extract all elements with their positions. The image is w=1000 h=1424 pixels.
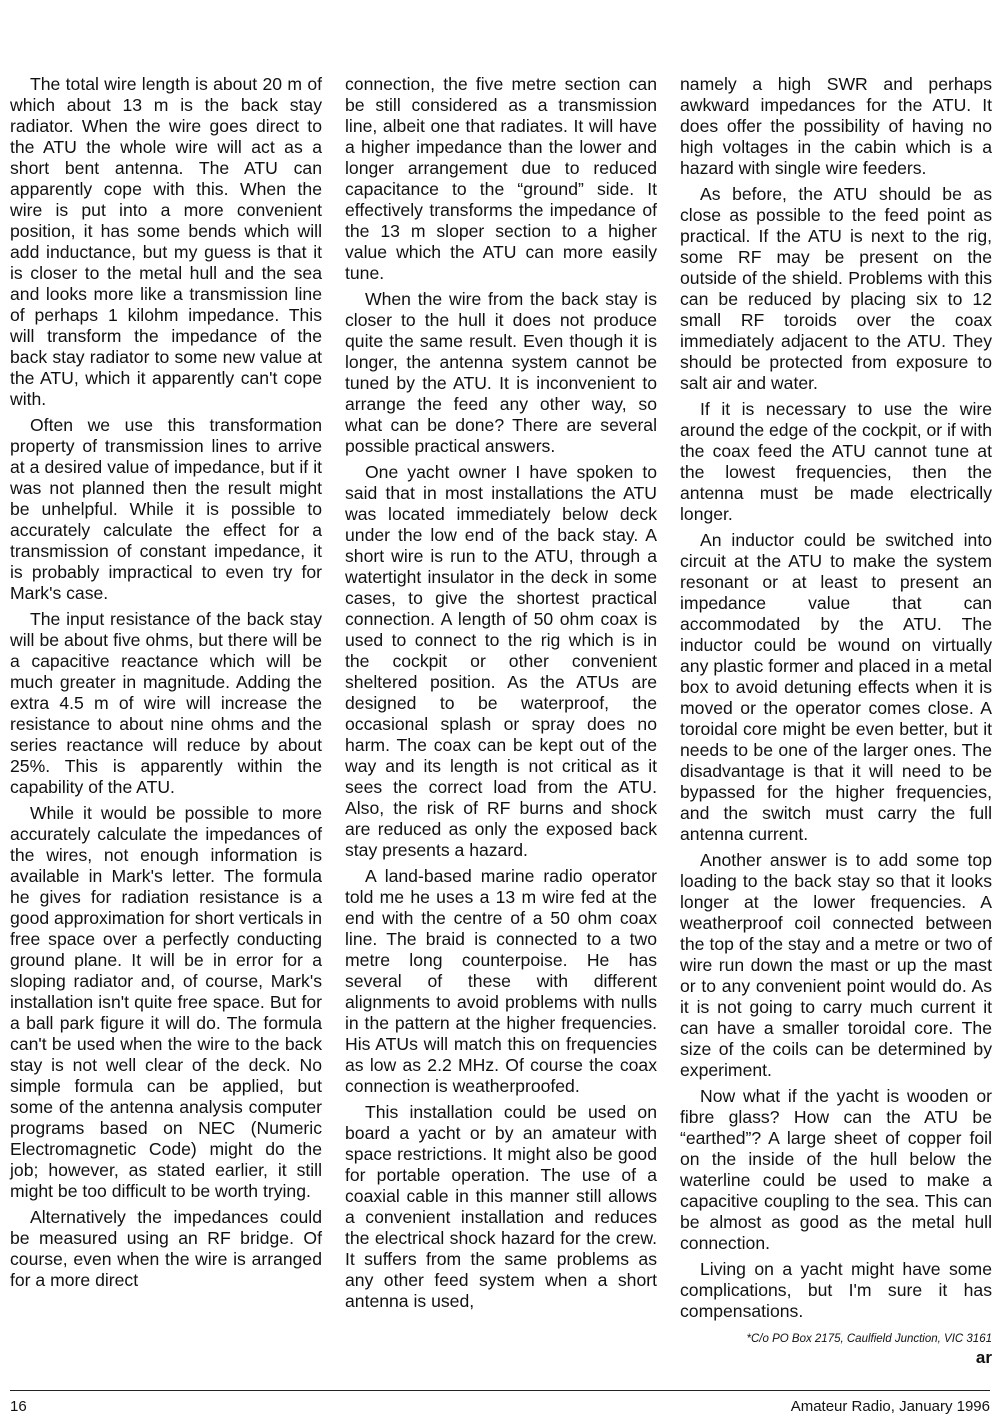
article-paragraph: If it is necessary to use the wire around the edge of the cockpit, or if with the coax feed the ATU cannot tune at the lowest frequencies, then the antenna must be made electrically longer. <box>680 399 992 524</box>
article-paragraph: The input resistance of the back stay will be about five ohms, but there will be a capacitive reactance which will be much greater in magnitude. Adding the extra 4.5 m of wire will increase the resistance to about nine ohms and the series reactance will reduce by about 25%. This is apparently within the capability of the ATU. <box>10 609 322 797</box>
article-column-1 <box>10 74 322 1296</box>
article-paragraph: A land-based marine radio operator told me he uses a 13 m wire fed at the end with the centre of a 50 ohm coax line. The braid is connected to a two metre long counterpoise. He has several of these with different alignments to avoid problems with nulls in the pattern at the higher frequencies. His ATUs will match this on frequencies as low as 2.2 MHz. Of course the coax connection is weatherproofed. <box>345 866 657 1096</box>
article-paragraph: Now what if the yacht is wooden or fibre glass? How can the ATU be “earthed”? A large sheet of copper foil on the inside of the hull below the waterline could be used to make a capacitive coupling to the sea. This can be almost as good as the metal hull connection. <box>680 1086 992 1253</box>
article-paragraph: As before, the ATU should be as close as possible to the feed point as practical. If the ATU is next to the rig, some RF may be present on the outside of the shield. Problems with this can be reduced by placing six to 12 small RF toroids over the coax immediately adjacent to the ATU. They should be protected from exposure to salt air and water. <box>680 184 992 393</box>
article-column-2 <box>345 74 657 1317</box>
article-paragraph: Often we use this transformation property of transmission lines to arrive at a desired value of impedance, but if it was not planned then the result might be unhelpful. While it is possible to accurately calculate the effect for a transmission of constant impedance, it is probably impractical to even try for Mark's case. <box>10 415 322 603</box>
author-address-footnote: *C/o PO Box 2175, Caulfield Junction, VIC 3161 <box>746 1333 992 1345</box>
footer-rule <box>10 1390 990 1391</box>
article-paragraph: namely a high SWR and perhaps awkward impedances for the ATU. It does offer the possibility of having no high voltages in the cabin which is a hazard with single wire feeders. <box>680 74 992 178</box>
article-paragraph: Alternatively the impedances could be measured using an RF bridge. Of course, even when the wire is arranged for a more direct <box>10 1207 322 1290</box>
article-paragraph: connection, the five metre section can be still considered as a transmission line, albeit one that radiates. It will have a higher impedance than the lower and longer arrangement due to reduced capacitance to the “ground” side. It effectively transforms the impedance of the 13 m sloper section to a higher value which the ATU can more easily tune. <box>345 74 657 283</box>
article-paragraph: One yacht owner I have spoken to said that in most installations the ATU was located immediately below deck under the low end of the back stay. A short wire is run to the ATU, through a watertight insulator in the deck in some cases, to give the shortest practical connection. A length of 50 ohm coax is used to connect to the rig which is in the cockpit or other convenient sheltered position. As the ATUs are designed to be waterproof, the occasional splash or spray does no harm. The coax can be kept out of the way and its length is not critical as it sees the correct load from the ATU. Also, the risk of RF burns and shock are reduced as only the exposed back stay presents a hazard. <box>345 462 657 860</box>
article-column-3 <box>680 74 992 1368</box>
article-paragraph: Another answer is to add some top loading to the back stay so that it looks longer at the lower frequencies. A weatherproof coil connected between the top of the stay and a metre or two of wire run down the mast or up the mast or to any convenient point would do. As it is not going to carry much current it can have a smaller toroidal core. The size of the coils can be determined by experiment. <box>680 850 992 1080</box>
page-number: 16 <box>10 1398 27 1415</box>
article-paragraph: An inductor could be switched into circuit at the ATU to make the system resonant or at least to present an impedance value that can accommodated by the ATU. The inductor could be wound on virtually any plastic former and placed in a metal box to avoid detuning effects when it is moved or the operator comes close. A toroidal core might be even better, but it needs to be one of the larger ones. The disadvantage is that it will need to be bypassed for the higher frequencies, and the switch must carry the full antenna current. <box>680 530 992 844</box>
article-paragraph: While it would be possible to more accurately calculate the impedances of the wires, not enough information is available in Mark's letter. The formula he gives for radiation resistance is a good approximation for short verticals in free space over a perfectly conducting ground plane. It will be in error for a sloping radiator and, of course, Mark's installation isn't quite free space. But for a ball park figure it will do. The formula can't be used when the wire to the back stay is not well clear of the deck. No simple formula can be applied, but some of the antenna analysis computer programs based on NEC (Numeric Electromagnetic Code) might do the job; however, as stated earlier, it still might be too difficult to be worth trying. <box>10 803 322 1201</box>
article-paragraph: Living on a yacht might have some complications, but I'm sure it has compensations. <box>680 1259 992 1321</box>
magazine-issue: Amateur Radio, January 1996 <box>790 1398 990 1415</box>
article-paragraph: The total wire length is about 20 m of which about 13 m is the back stay radiator. When the wire goes direct to the ATU the whole wire will act as a short bent antenna. The ATU can apparently cope with this. When the wire is put into a more convenient position, it has some bends which will add inductance, but my guess is that it is closer to the metal hull and the sea and looks more like a transmission line of perhaps 1 kilohm impedance. This will transform the impedance of the back stay radiator to some new value at the ATU, which it apparently can't cope with. <box>10 74 322 409</box>
end-of-article-mark: ar <box>975 1348 992 1367</box>
article-paragraph: When the wire from the back stay is closer to the hull it does not produce quite the same result. Even though it is longer, the antenna system cannot be tuned by the ATU. It is inconvenient to arrange the feed any other way, so what can be done? There are several possible practical answers. <box>345 289 657 456</box>
article-paragraph: This installation could be used on board a yacht or by an amateur with space restrictions. It might also be good for portable operation. The use of a coaxial cable in this manner still allows a convenient installation and reduces the electrical shock hazard for the crew. It suffers from the same problems as any other feed system when a short antenna is used, <box>345 1102 657 1311</box>
